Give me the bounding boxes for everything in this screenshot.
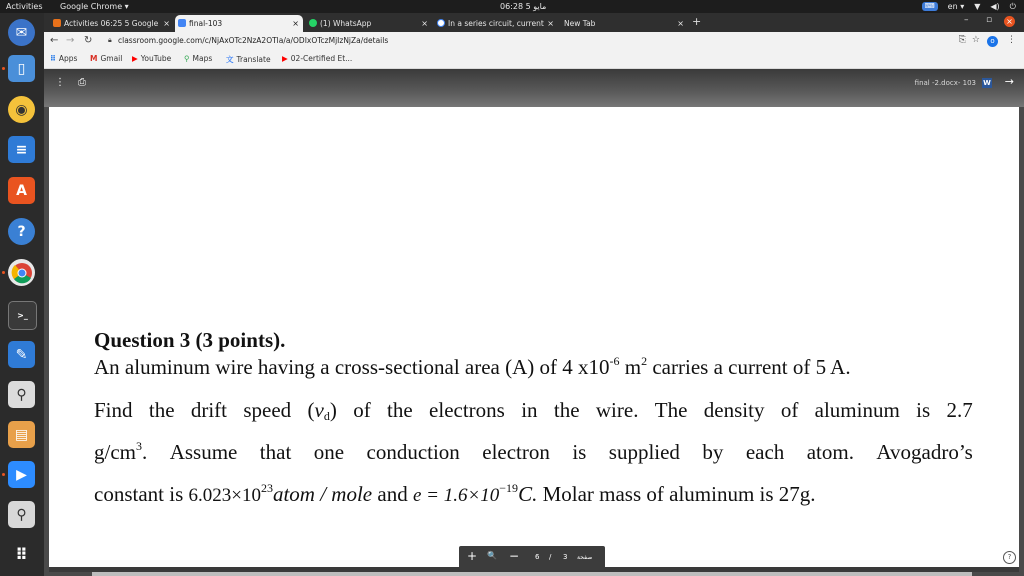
word: drift xyxy=(190,398,228,422)
lock-icon[interactable]: 🔒︎ xyxy=(108,36,112,44)
youtube-icon: ▶ xyxy=(132,54,138,63)
viewer-toolbar xyxy=(44,69,1024,107)
print-icon[interactable]: ⎙ xyxy=(78,77,86,88)
tab-label: New Tab xyxy=(564,19,596,28)
translate-icon: 文 xyxy=(226,55,234,64)
volume-icon: ◀) xyxy=(990,2,1000,11)
tab-favicon xyxy=(309,19,317,27)
more-options-icon[interactable]: ⋮ xyxy=(55,77,65,88)
forward-icon[interactable]: → xyxy=(66,35,75,46)
bookmark-apps[interactable]: ⠿ Apps xyxy=(50,54,78,63)
screenshot-app-icon[interactable]: ▯ xyxy=(8,55,35,82)
close-icon[interactable]: × xyxy=(163,19,170,28)
word: wire. xyxy=(595,398,639,422)
wifi-icon: ▼ xyxy=(974,2,981,11)
close-icon[interactable]: × xyxy=(292,19,299,28)
word: 2.7 xyxy=(946,398,973,422)
tab-series-circuit[interactable] xyxy=(434,15,558,32)
tab-strip xyxy=(44,13,1024,32)
word: the xyxy=(387,398,413,422)
word: electrons xyxy=(429,398,505,422)
zoom-icon[interactable]: ▶ xyxy=(8,461,35,488)
back-icon[interactable]: ← xyxy=(50,35,59,46)
word: density xyxy=(703,398,765,422)
page-current[interactable]: 6 xyxy=(535,553,540,561)
app-menu[interactable]: Google Chrome ▾ xyxy=(60,2,129,11)
magnifier-icon[interactable]: ⚲ xyxy=(8,501,35,528)
question-line-1: An aluminum wire having a cross-sectional area (A) of 4 $x10^{-6}$ $m^2$ carries a current of 5 A. xyxy=(94,354,851,379)
google-icon xyxy=(437,19,445,27)
zoom-in-button[interactable]: + xyxy=(467,549,478,563)
word-file-icon: W xyxy=(983,79,991,87)
url-field[interactable]: classroom.google.com/c/NjAxOTc2NzA2OTla/a/ODIxOTczMjIzNjZa/details xyxy=(118,36,389,45)
tab-whatsapp[interactable] xyxy=(306,15,432,32)
question-line-4: constant is $6.023\times 10^{23}atom$ / mole and $e = 1.6\times 10^{-19}C$. Molar mass of aluminum is 27g. xyxy=(94,481,816,506)
bookmarks-bar xyxy=(44,51,1024,69)
word: The xyxy=(654,398,688,422)
help-icon[interactable]: ? xyxy=(1003,551,1016,564)
page-total: 3 xyxy=(563,553,568,561)
system-top-bar xyxy=(0,0,1024,13)
tab-new-tab[interactable] xyxy=(560,15,688,32)
tab-favicon xyxy=(178,19,186,27)
page-separator: / xyxy=(549,553,552,561)
power-icon: ⏻ xyxy=(1009,2,1016,11)
drive-viewer xyxy=(44,69,1024,576)
bookmark-maps[interactable]: ⚲ Maps xyxy=(184,54,213,63)
page-controls xyxy=(459,546,605,570)
text-editor-icon[interactable]: ✎ xyxy=(8,341,35,368)
word: conduction xyxy=(366,440,460,464)
close-icon[interactable]: × xyxy=(547,19,554,28)
apps-grid-icon: ⠿ xyxy=(50,54,56,63)
running-indicator xyxy=(2,271,5,274)
word: Find xyxy=(94,398,133,422)
close-window-button[interactable]: × xyxy=(1004,16,1015,27)
word: in xyxy=(521,398,538,422)
show-apps-icon[interactable]: ⠿ xyxy=(15,545,28,564)
new-tab-button[interactable]: + xyxy=(692,15,702,28)
kebab-menu-icon[interactable]: ⋮ xyxy=(1007,35,1016,45)
tab-activities[interactable] xyxy=(50,15,174,32)
thunderbird-icon[interactable]: ✉ xyxy=(8,19,35,46)
word: aluminum xyxy=(814,398,900,422)
system-tray[interactable] xyxy=(922,0,1016,13)
word: the xyxy=(148,398,175,422)
horizontal-scrollbar[interactable] xyxy=(92,572,972,576)
close-icon[interactable]: × xyxy=(421,19,428,28)
tab-label: final-103 xyxy=(189,19,223,28)
word: supplied xyxy=(608,440,680,464)
tab-label: (1) WhatsApp xyxy=(320,19,372,28)
open-in-new-icon[interactable]: → xyxy=(1004,75,1014,88)
word: $g/cm^3$. xyxy=(94,439,148,464)
profile-avatar[interactable]: o xyxy=(987,36,998,47)
word: the xyxy=(553,398,580,422)
word: $(v_d)$ xyxy=(307,398,337,423)
dock xyxy=(0,13,44,576)
tab-label: Activities 06:25 5 Google xyxy=(64,19,159,28)
presentation-icon[interactable]: ▤ xyxy=(8,421,35,448)
running-indicator xyxy=(2,473,5,476)
question-line-3 xyxy=(94,439,973,464)
question-title: Question 3 (3 points). xyxy=(94,328,286,352)
question-line-2 xyxy=(94,400,973,421)
word: atom. xyxy=(806,440,854,464)
activities-button[interactable]: Activities xyxy=(6,2,43,11)
minimize-button[interactable]: – xyxy=(964,15,969,25)
keyboard-icon[interactable]: ⌨ xyxy=(922,2,938,11)
word: of xyxy=(780,398,799,422)
writer-icon[interactable]: ≡ xyxy=(8,136,35,163)
document-page xyxy=(49,107,1019,567)
clock[interactable]: 06:28 5 مايو xyxy=(500,2,547,11)
word: electron xyxy=(482,440,550,464)
youtube-icon: ▶ xyxy=(282,54,288,63)
bookmark-translate[interactable]: 文 Translate xyxy=(226,55,271,64)
terminal-icon[interactable]: >_ xyxy=(8,301,37,330)
tab-final-103[interactable] xyxy=(175,15,303,32)
help-icon[interactable]: ? xyxy=(8,218,35,245)
close-icon[interactable]: × xyxy=(677,19,684,28)
rhythmbox-icon[interactable]: ◉ xyxy=(8,96,35,123)
bookmark-star-icon[interactable]: ☆ xyxy=(971,35,980,45)
tab-label: In a series circuit, current xyxy=(448,19,544,28)
maximize-button[interactable]: ▫ xyxy=(986,15,993,25)
maps-icon: ⚲ xyxy=(184,54,190,63)
file-name: final -2.docx- 103 xyxy=(914,79,976,87)
word: Assume xyxy=(169,440,238,464)
reload-icon[interactable]: ↻ xyxy=(84,35,93,46)
address-bar-row xyxy=(44,32,1024,51)
software-center-icon[interactable]: A xyxy=(8,177,35,204)
word: is xyxy=(916,398,931,422)
gmail-icon: M xyxy=(90,54,98,63)
word: Avogadro’s xyxy=(876,440,973,464)
bookmark-youtube[interactable]: ▶ YouTube xyxy=(132,54,172,63)
zoom-icon[interactable]: 🔍 xyxy=(487,551,497,560)
word: of xyxy=(353,398,371,422)
translate-page-icon[interactable]: ⎘ xyxy=(958,35,966,45)
tab-favicon xyxy=(53,19,61,27)
word: that xyxy=(259,440,292,464)
word: speed xyxy=(243,398,292,422)
chrome-icon[interactable] xyxy=(8,259,35,286)
running-indicator xyxy=(2,67,5,70)
word: is xyxy=(572,440,587,464)
word: one xyxy=(313,440,345,464)
language-indicator[interactable]: en ▾ xyxy=(947,2,965,11)
bookmark-certified[interactable]: ▶ 02-Certified Et... xyxy=(282,54,353,63)
bookmark-gmail[interactable]: M Gmail xyxy=(90,54,123,63)
word: each xyxy=(745,440,785,464)
search-app-icon[interactable]: ⚲ xyxy=(8,381,35,408)
zoom-out-button[interactable]: − xyxy=(509,549,520,563)
word: by xyxy=(702,440,724,464)
page-label: صفحة xyxy=(577,554,593,561)
